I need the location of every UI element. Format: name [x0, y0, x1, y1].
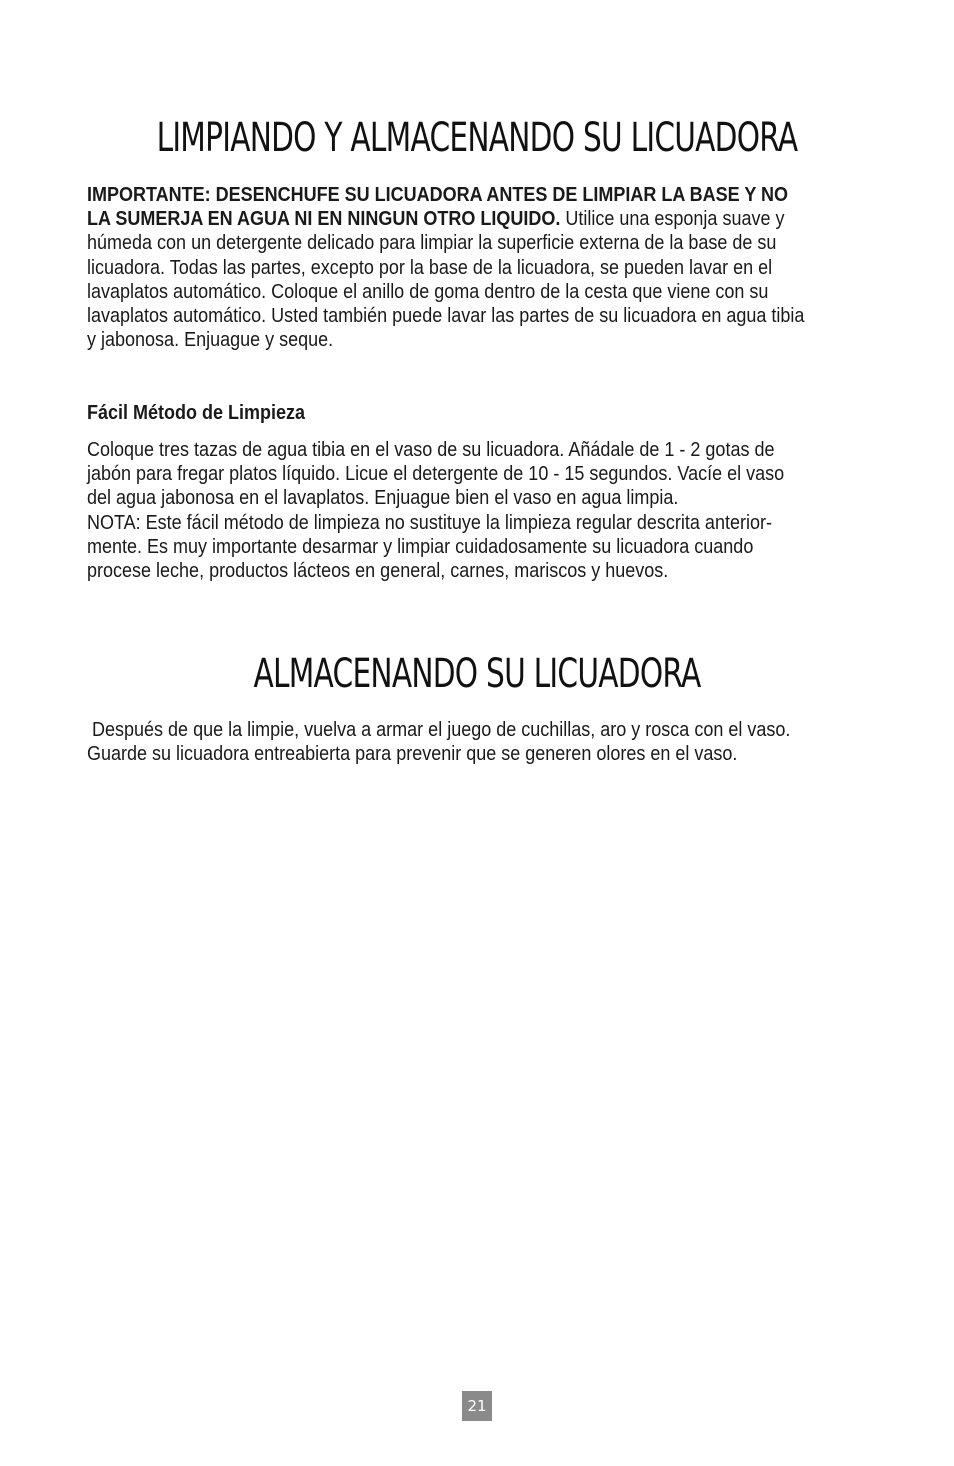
method-instructions: Coloque tres tazas de agua tibia en el vaso de su licuadora. Añádale de 1 - 2 gotas de jabón para fregar platos líquido. Licue el detergente de 10 - 15 segundos. Vacíe el vaso del agua jabonosa en el lavaplatos. Enjuague bien el vaso en agua limpia. [87, 439, 785, 510]
method-heading-text: Fácil Método de Limpieza [87, 402, 306, 424]
important-paragraph [87, 183, 887, 352]
method-heading [87, 401, 887, 425]
storage-paragraph [87, 718, 887, 766]
page-title: LIMPIANDO Y ALMACENANDO SU LICUADORA [156, 115, 798, 161]
page-number: 21 [462, 1391, 492, 1421]
method-note: NOTA: Este fácil método de limpieza no sustituye la limpieza regular descrita anterior-mente. Es muy importante desarmar y limpiar cuidadosamente su licuadora cuando procese leche, productos lácteos en general, carnes, mariscos y huevos. [87, 511, 772, 583]
storage-title: ALMACENANDO SU LICUADORA [253, 651, 701, 697]
cleaning-instructions: Utilice una esponja suave y húmeda con un detergente delicado para limpiar la superficie externa de la base de su licuadora. Todas las partes, excepto por la base de la licuadora, se pueden lavar en el lavaplatos automático. Coloque el anillo de goma dentro de la cesta que viene con su lavaplatos automático. Usted también puede lavar las partes de su licuadora en agua tibia y jabonosa. Enjuague y seque. [87, 208, 805, 352]
storage-instructions: Después de que la limpie, vuelva a armar el juego de cuchillas, aro y rosca con el vaso. Guarde su licuadora entreabierta para prevenir que se generen olores en el vaso. [87, 719, 796, 766]
method-paragraph [87, 438, 887, 583]
important-warning: IMPORTANTE: DESENCHUFE SU LICUADORA ANTES DE LIMPIAR LA BASE Y NO LA SUMERJA EN AGUA NI EN NINGUN OTRO LIQUIDO. [87, 184, 789, 231]
